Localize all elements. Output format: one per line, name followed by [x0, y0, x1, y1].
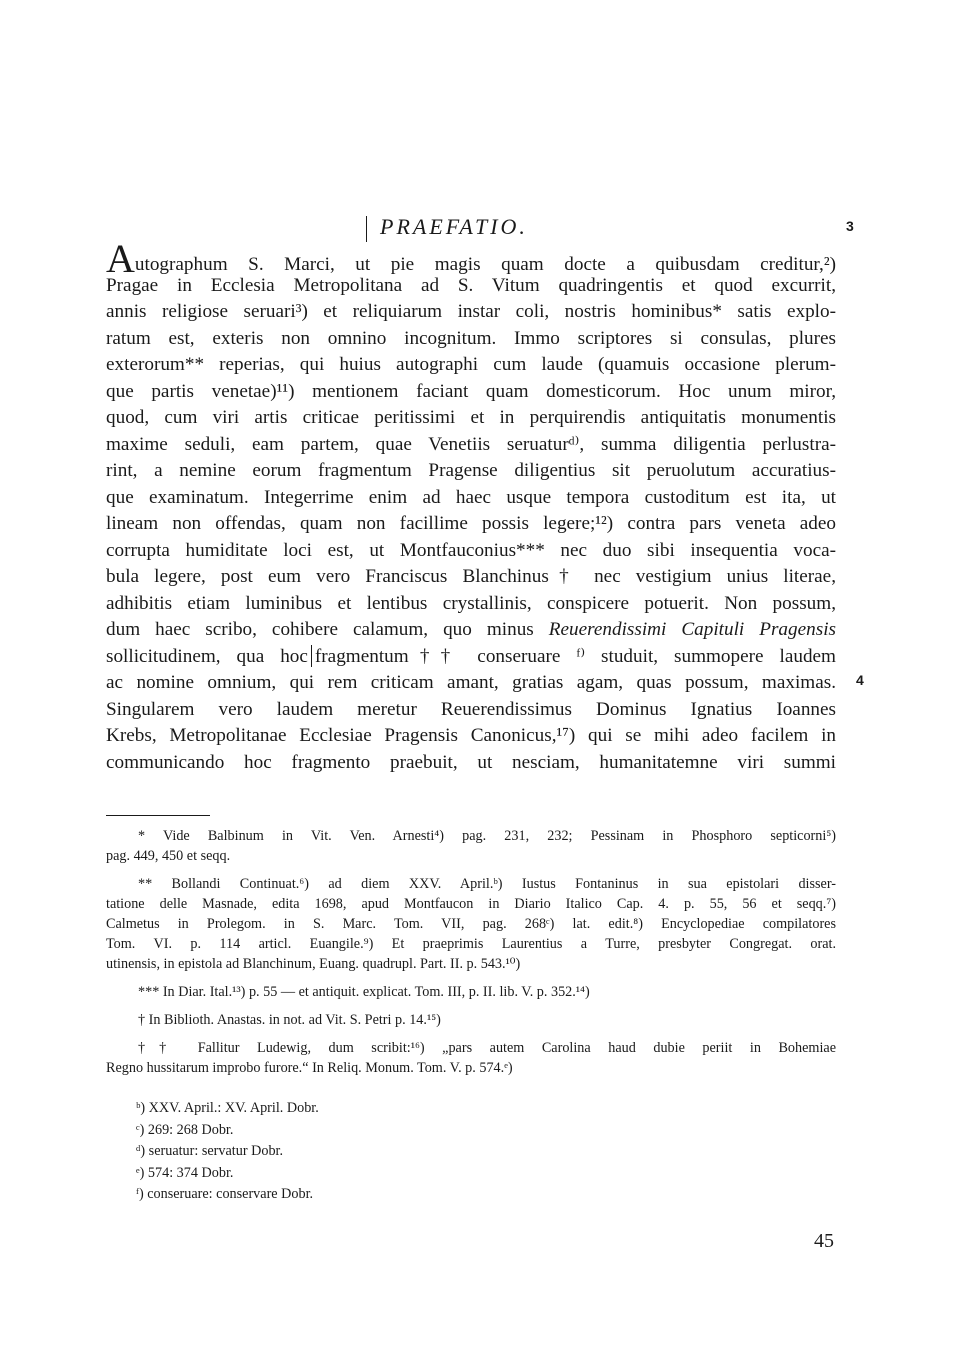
- section-number: 3: [846, 218, 854, 234]
- footnote: [106, 874, 836, 974]
- text-line-part: fragmentum†† conseruare ᶠ⁾ studuit, summopere laudem: [314, 645, 836, 667]
- footnote: [106, 982, 836, 1002]
- apparatus-entry: ᵇ) XXV. April.: XV. April. Dobr.: [136, 1100, 319, 1116]
- text-line: ratum est, exteris non omnino incognitum. Immo scriptores si consulas, plures: [106, 327, 836, 349]
- text-line: [106, 644, 836, 671]
- text-line: bula legere, post eum vero Franciscus Blanchinus† nec vestigium unius literae,: [106, 566, 836, 587]
- text-line: Krebs, Metropolitanae Ecclesiae Pragensis Canonicus,¹⁷) qui se mihi adeo facilem in: [106, 725, 836, 746]
- footnote-line: *** In Diar. Ital.¹³) p. 55 — et antiquit. explicat. Tom. III, p. II. lib. V. p. 352.¹⁴): [138, 984, 590, 1000]
- text-line: communicando hoc fragmento praebuit, ut nesciam, humanitatemne viri summi: [106, 751, 836, 773]
- text-line: que partis venetae)¹¹) mentionem faciant quam domesticorum. Hoc unum miror,: [106, 380, 836, 402]
- text-line: Singularem vero laudem meretur Reuerendissimus Dominus Ignatius Ioannes: [106, 698, 836, 720]
- text-line: maxime seduli, eam partem, quae Venetiis seruaturᵈ⁾, summa diligentia perlustra-: [106, 433, 836, 455]
- footnote: [106, 1010, 836, 1030]
- apparatus-entry: ᵉ) 574: 374 Dobr.: [136, 1164, 234, 1181]
- footnote-line: utinensis, in epistola ad Blanchinum, Euang. quadrupl. Part. II. p. 543.¹⁰): [106, 956, 521, 972]
- footnote-rule: [106, 815, 210, 816]
- text-line-part: sollicitudinem, qua hoc: [106, 645, 308, 667]
- text-line: corrupta humiditate loci est, ut Montfauconius*** nec duo sibi insequentia voca-: [106, 539, 836, 561]
- page-number: 45: [814, 1230, 834, 1252]
- footnote-line: Tom. VI. p. 114 articl. Euangile.⁹) Et praeprimis Laurentius a Turre, presbyter Congregat. orat.: [106, 936, 836, 952]
- text-line: lineam non offendas, quam non facillime possis legere;¹²) contra pars veneta adeo: [106, 513, 836, 534]
- drop-cap: A: [106, 236, 135, 281]
- margin-number: 4: [856, 672, 864, 688]
- critical-apparatus: [136, 1098, 319, 1206]
- running-header: [0, 212, 960, 246]
- text-line: Pragae in Ecclesia Metropolitana ad S. Vitum quadringentis et quod excurrit,: [106, 274, 836, 296]
- footnote: [106, 1038, 836, 1078]
- column-marker: [311, 645, 312, 667]
- text-line: [106, 236, 836, 281]
- footnote-line: * Vide Balbinum in Vit. Ven. Arnesti⁴) pag. 231, 232; Pessinam in Phosphoro septicorni⁵): [138, 828, 836, 844]
- text-line: [106, 617, 836, 644]
- apparatus-entry: ᵈ) seruatur: servatur Dobr.: [136, 1143, 284, 1159]
- text-line: ac nomine omnium, qui rem criticam amant, gratias agam, quas possum, maximas.: [106, 672, 836, 693]
- column-divider: [366, 216, 367, 242]
- footnote-line: Regno hussitarum improbo furore.“ In Reliq. Monum. Tom. V. p. 574.ᵉ): [106, 1060, 513, 1076]
- text-line: adhibitis etiam luminibus et lentibus crystallinis, conspicere potuerit. Non possum,: [106, 592, 836, 614]
- text-line-prefix: dum haec scribo, cohibere calamum, quo minus: [106, 619, 534, 640]
- text-line: quod, cum viri artis criticae peritissimi et in perquirendis antiquitatis monumentis: [106, 407, 836, 428]
- text-line: rint, a nemine eorum fragmentum Pragense diligentius sit peruolutum accuratius-: [106, 460, 836, 481]
- footnotes: [106, 826, 836, 1086]
- text-line: que examinatum. Integerrime enim ad haec usque tempora custoditum est ita, ut: [106, 486, 836, 508]
- footnote-line: ** Bollandi Continuat.⁶) ad diem XXV. April.ᵇ) Iustus Fontaninus in sua epistolari disser-: [138, 876, 836, 892]
- footnote-line: tatione delle Masnade, edita 1698, apud Montfaucon in Diario Italico Cap. 4. p. 55, 56 et seqq.⁷): [106, 896, 836, 912]
- main-text: [106, 236, 836, 776]
- italic-phrase: Reuerendissimi Capituli Pragensis: [548, 619, 836, 640]
- footnote-line: pag. 449, 450 et seqq.: [106, 848, 231, 864]
- text-line-content: utographum S. Marci, ut pie magis quam docte a quibusdam creditur,²): [134, 254, 836, 275]
- text-line: exterorum** reperias, qui huius autographi cum laude (quamuis occasione plerum-: [106, 354, 836, 375]
- footnote-line: †† Fallitur Ludewig, dum scribit:¹⁶) „pars autem Carolina haud dubie periit in Bohemiae: [138, 1040, 836, 1056]
- footnote-line: Calmetus in Prolegom. in S. Marc. Tom. VII, pag. 268ᶜ) lat. edit.⁸) Encyclopediae compilatores: [106, 916, 836, 932]
- text-line: annis religiose seruari³) et reliquiarum instar coli, nostris hominibus* satis explo-: [106, 301, 836, 322]
- apparatus-entry: ᶠ) conseruare: conservare Dobr.: [136, 1186, 314, 1202]
- apparatus-entry: ᶜ) 269: 268 Dobr.: [136, 1121, 234, 1138]
- footnote-line: † In Biblioth. Anastas. in not. ad Vit. S. Petri p. 14.¹⁵): [138, 1012, 441, 1028]
- page-title: PRAEFATIO.: [380, 214, 528, 239]
- footnote: [106, 826, 836, 866]
